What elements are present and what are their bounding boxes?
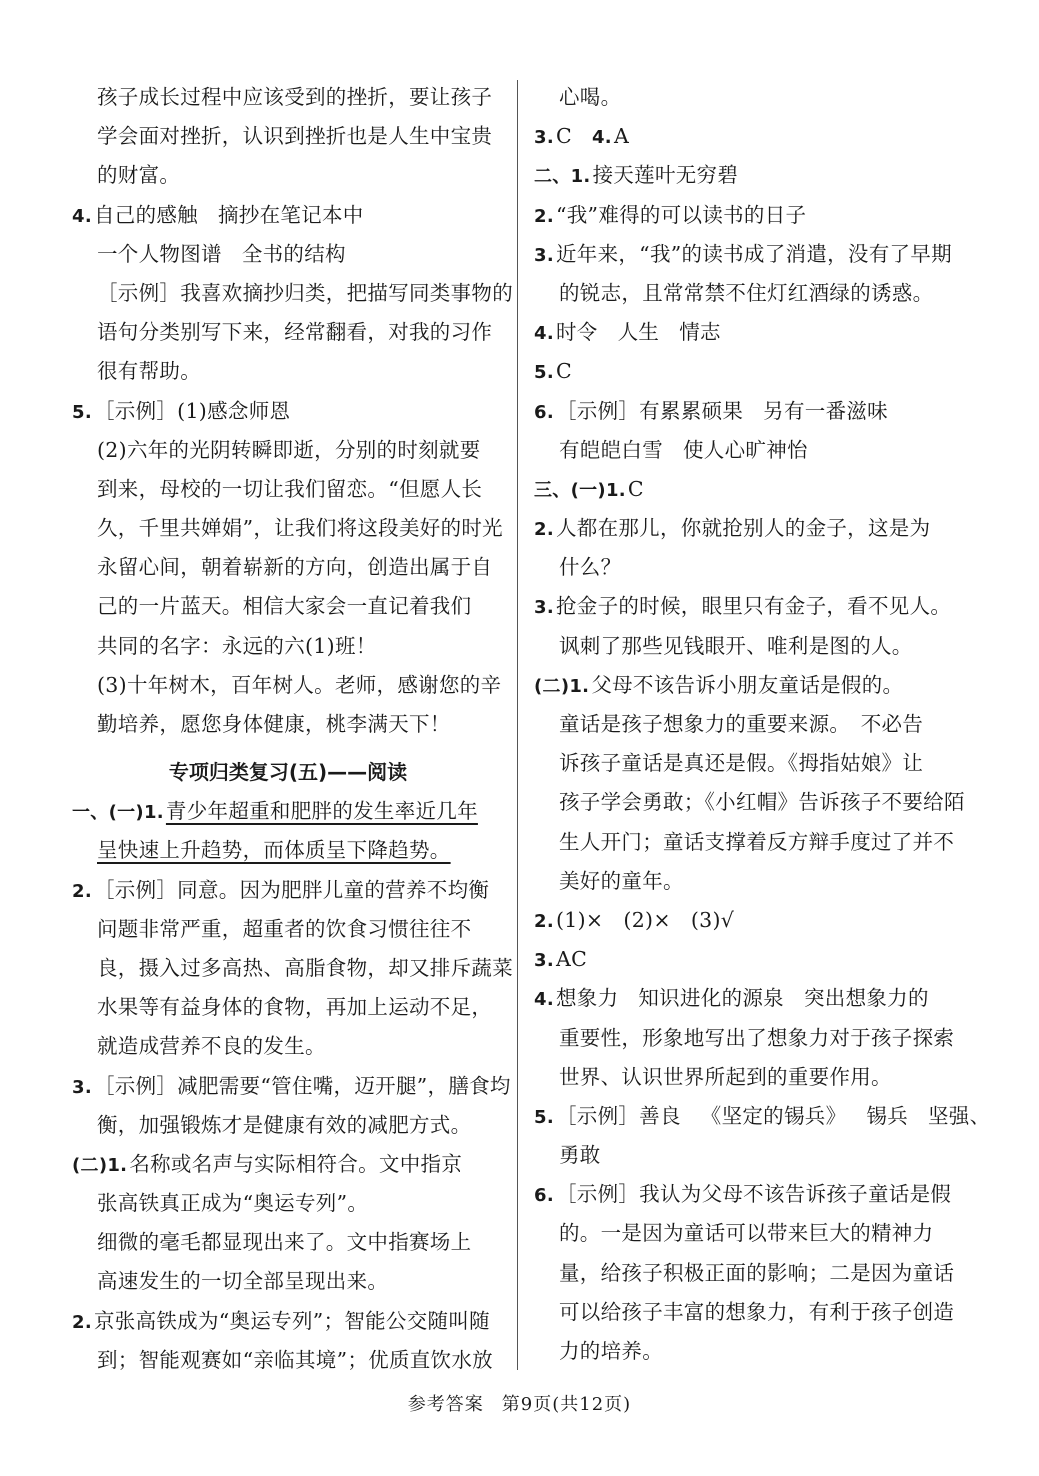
answer-text: 良，摄入过多高热、高脂食物，却又排斥蔬菜: [97, 955, 513, 980]
answer-text: 勤培养，愿您身体健康，桃李满天下！: [97, 712, 451, 736]
item-number: (二)1.: [534, 675, 590, 697]
item-number: 二、1.: [534, 166, 591, 188]
answer-text: 世界、认识世界所起到的重要作用。: [559, 1064, 892, 1089]
answer-text: (3)十年树木，百年树人。老师，感谢您的辛: [97, 672, 502, 697]
answer-part: 锡兵: [866, 1103, 908, 1128]
answer-part: 突出想象力的: [803, 986, 929, 1011]
item-number: 3.: [72, 1076, 92, 1098]
left-line: [72, 1184, 504, 1223]
right-line: [534, 666, 964, 705]
right-line: [534, 1214, 964, 1253]
left-line: [72, 392, 504, 431]
answer-text: 生人开门；童话支撑着反方辩手度过了并不: [559, 829, 955, 854]
section-heading: 专项归类复习(五)——阅读: [168, 760, 408, 785]
answer-part: 人生: [617, 320, 660, 345]
answer-text: ［示例］我认为父母不该告诉孩子童话是假: [555, 1182, 952, 1207]
answer-text: 到来，母校的一切让我们留恋。“但愿人长: [97, 476, 483, 501]
item-number: 3.: [534, 127, 554, 149]
left-line: [72, 871, 504, 910]
answer-part: 知识进化的源泉: [638, 986, 784, 1011]
left-line: [72, 117, 504, 156]
left-line: [72, 274, 513, 313]
column-divider: [517, 80, 518, 1370]
item-number: 三、(一)1.: [534, 479, 626, 501]
left-line: [72, 156, 504, 195]
right-line: [534, 78, 964, 117]
right-line: [534, 431, 964, 470]
item-number: (二)1.: [72, 1154, 128, 1176]
page-footer: [0, 1390, 1039, 1416]
answer-text: 张高铁真正成为“奥运专列”。: [97, 1191, 369, 1216]
item-number: 5.: [534, 1106, 554, 1128]
left-line: [72, 1145, 504, 1184]
answer-part: (3)√: [690, 907, 735, 932]
answer-part: 时令: [555, 320, 598, 345]
footer-page-number: 第9页(共12页): [501, 1394, 632, 1415]
right-line: [534, 1254, 964, 1293]
answer-part: 想象力: [555, 986, 619, 1011]
answer-part: 另有一番滋味: [763, 398, 888, 423]
item-number: 4.: [591, 127, 612, 149]
answer-text: “我”难得的可以读书的日子: [555, 202, 807, 227]
answer-text: 讽刺了那些见钱眼开、唯利是图的人。: [559, 633, 913, 658]
answer-text: ［示例］同意。因为肥胖儿童的营养不均衡: [93, 877, 490, 902]
right-line: [534, 548, 964, 587]
left-line: [72, 196, 504, 235]
left-line: [72, 949, 513, 988]
right-line: [534, 156, 964, 195]
answer-text: 接天莲叶无穷碧: [592, 163, 739, 188]
right-line: [534, 470, 964, 509]
answer-text: ［示例］减肥需要“管住嘴，迈开腿”，膳食均: [93, 1073, 511, 1098]
left-line: [72, 910, 504, 949]
answer-text: 水果等有益身体的食物，再加上运动不足，: [97, 995, 493, 1020]
left-line: [72, 792, 504, 831]
answer-text: 久，千里共婵娟”，让我们将这段美好的时光: [97, 516, 503, 541]
right-line: [534, 862, 964, 901]
right-line: [534, 313, 964, 352]
answer-text: AC: [555, 947, 588, 972]
answer-text: 量，给孩子积极正面的影响；二是因为童话: [559, 1260, 955, 1285]
answer-text: 父母不该告诉小朋友童话是假的。: [591, 672, 904, 697]
answer-text: 心喝。: [559, 85, 622, 109]
left-line: [72, 587, 504, 626]
answer-part: 摘抄在笔记本中: [217, 202, 364, 227]
answer-text: 重要性，形象地写出了想象力对于孩子探索: [559, 1025, 955, 1050]
answer-text: 诉孩子童话是真还是假。《拇指姑娘》让: [559, 751, 924, 776]
left-line: [72, 1223, 504, 1262]
left-line: [72, 548, 504, 587]
footer-label: 参考答案: [407, 1394, 484, 1415]
right-line: [534, 1332, 964, 1371]
answer-text: 抢金子的时候，眼里只有金子，看不见人。: [555, 594, 952, 619]
right-line: [534, 744, 964, 783]
left-line: [72, 988, 504, 1027]
left-line: [72, 1341, 504, 1380]
answer-text: 京张高铁成为“奥运专列”；智能公交随叫随: [93, 1308, 490, 1333]
left-line: [72, 831, 504, 870]
left-column: [72, 78, 513, 1380]
right-line: [534, 509, 964, 548]
right-line: [534, 979, 964, 1018]
item-number: 3.: [534, 244, 554, 266]
answer-text: 到；智能观赛如“亲临其境”；优质直饮水放: [97, 1347, 493, 1372]
left-line: [72, 470, 504, 509]
right-line: [534, 1175, 964, 1214]
right-line: [534, 1019, 964, 1058]
answer-text: 人都在那儿，你就抢别人的金子，这是为: [555, 516, 931, 541]
left-line: [72, 666, 504, 705]
answer-part: A: [613, 124, 630, 149]
item-number: 6.: [534, 401, 554, 423]
answer-text: 很有帮助。: [97, 359, 201, 384]
item-number: 2.: [534, 519, 554, 541]
right-line: [534, 940, 964, 979]
item-number: 4.: [534, 989, 554, 1011]
right-line: [534, 352, 964, 391]
answer-text: 名称或名声与实际相符合。文中指京: [129, 1151, 463, 1176]
answer-text: 的。一是因为童话可以带来巨大的精神力: [559, 1221, 934, 1246]
answer-text: 问题非常严重，超重者的饮食习惯往往不: [97, 916, 472, 941]
left-line: [72, 1027, 504, 1066]
underlined-answer: 呈快速上升趋势，而体质呈下降趋势。: [97, 838, 451, 863]
left-line: [72, 627, 504, 666]
answer-text: 永留心间，朝着崭新的方向，创造出属于自: [97, 555, 493, 580]
right-column: [534, 78, 991, 1371]
answer-part: 全书的结构: [241, 241, 346, 266]
answer-text: 细微的毫毛都显现出来了。文中指赛场上: [97, 1230, 472, 1255]
left-line: [72, 1262, 504, 1301]
item-number: 4.: [72, 205, 92, 227]
answer-text: 什么？: [559, 555, 622, 580]
answer-part: 使人心旷神怡: [683, 437, 808, 462]
answer-text: 孩子学会勇敢；《小红帽》告诉孩子不要给陌: [559, 790, 965, 815]
right-line: [534, 627, 964, 666]
answer-text: 勇敢: [559, 1143, 601, 1168]
item-number: 4.: [534, 323, 554, 345]
item-number: 2.: [72, 880, 92, 902]
left-line: [72, 509, 504, 548]
item-number: 5.: [72, 401, 92, 423]
answer-text: 童话是孩子想象力的重要来源。 不必告: [559, 712, 924, 736]
answer-text: 可以给孩子丰富的想象力，有利于孩子创造: [559, 1299, 955, 1324]
answer-part: 坚强、: [928, 1103, 991, 1128]
right-line: [534, 1136, 964, 1175]
left-line: [72, 431, 504, 470]
answer-text: C: [627, 476, 644, 501]
left-line: [72, 235, 504, 274]
right-line: [534, 1097, 991, 1136]
answer-text: 的锐志，且常常禁不住灯红酒绿的诱惑。: [559, 280, 934, 305]
answer-text: 孩子成长过程中应该受到的挫折，要让孩子: [97, 85, 493, 109]
answer-part: ［示例］善良: [555, 1103, 681, 1128]
answer-part: C: [555, 124, 572, 149]
left-line: [72, 352, 504, 391]
answer-text: 学会面对挫折，认识到挫折也是人生中宝贵: [97, 124, 493, 149]
right-line: [534, 117, 964, 156]
left-line: [72, 1106, 504, 1145]
right-line: [534, 392, 964, 431]
underlined-answer: 青少年超重和肥胖的发生率近几年: [165, 799, 478, 824]
item-number: 2.: [534, 910, 554, 932]
right-line: [534, 235, 964, 274]
answer-part: 自己的感触: [93, 202, 198, 227]
answer-text: 的财富。: [97, 163, 181, 188]
left-line: [72, 1302, 504, 1341]
item-number: 6.: [534, 1185, 554, 1207]
answer-text: ［示例］(1)感念师恩: [93, 398, 291, 423]
left-line: [72, 1067, 511, 1106]
answer-text: 语句分类别写下来，经常翻看，对我的习作: [97, 320, 493, 345]
right-line: [534, 705, 964, 744]
item-number: 5.: [534, 362, 554, 384]
right-line: [534, 274, 964, 313]
answer-part: (2)×: [623, 907, 671, 932]
right-line: [534, 1058, 964, 1097]
item-number: 2.: [72, 1311, 92, 1333]
right-line: [534, 196, 964, 235]
item-number: 2.: [534, 205, 554, 227]
item-number: 3.: [534, 597, 554, 619]
answer-text: ［示例］我喜欢摘抄归类，把描写同类事物的: [97, 280, 513, 305]
answer-text: 美好的童年。: [559, 868, 684, 893]
answer-text: (2)六年的光阴转瞬即逝，分别的时刻就要: [97, 437, 481, 462]
answer-text: C: [555, 359, 572, 384]
answer-text: 力的培养。: [559, 1339, 663, 1363]
answer-text: 衡，加强锻炼才是健康有效的减肥方式。: [97, 1112, 472, 1137]
left-line: [72, 78, 504, 117]
left-line: [72, 313, 504, 352]
answer-part: 《坚定的锡兵》: [700, 1103, 847, 1128]
item-number: 3.: [534, 950, 554, 972]
answer-text: 近年来，“我”的读书成了消遣，没有了早期: [555, 241, 952, 266]
answer-part: 一个人物图谱: [97, 241, 222, 266]
right-line: [534, 1293, 964, 1332]
answer-part: (1)×: [555, 907, 604, 932]
right-line: [534, 823, 964, 862]
answer-part: 情志: [679, 320, 721, 345]
left-line: [72, 705, 504, 744]
answer-text: 高速发生的一切全部呈现出来。: [97, 1269, 389, 1294]
item-number: 一、(一)1.: [72, 802, 164, 824]
answer-part: 有皑皑白雪: [559, 437, 663, 462]
answer-text: 己的一片蓝天。相信大家会一直记着我们: [97, 594, 472, 619]
right-line: [534, 901, 964, 940]
right-line: [534, 587, 964, 626]
answer-text: 就造成营养不良的发生。: [97, 1034, 326, 1059]
answer-text: 共同的名字：永远的六(1)班！: [97, 633, 377, 658]
right-line: [534, 783, 964, 822]
answer-part: ［示例］有累累硕果: [555, 398, 744, 423]
